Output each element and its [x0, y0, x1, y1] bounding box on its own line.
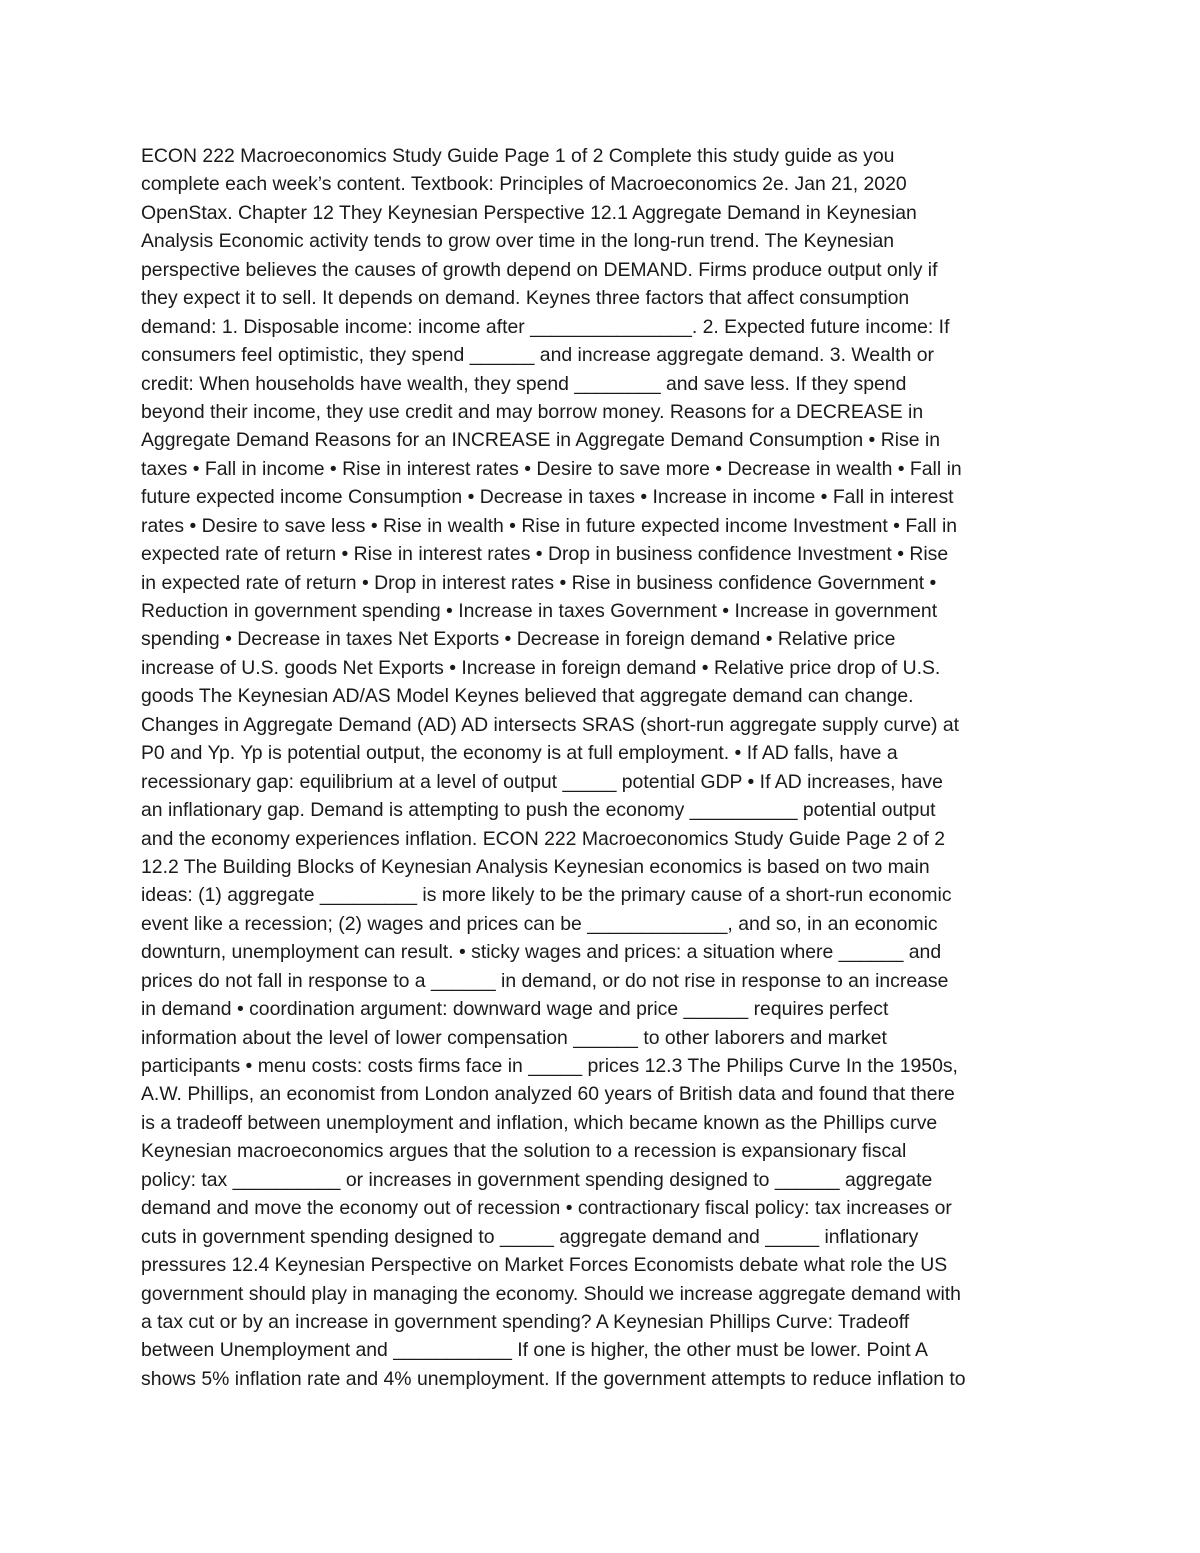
- text-line: recessionary gap: equilibrium at a level of output _____ potential GDP • If AD increases, have: [141, 770, 943, 793]
- text-line: information about the level of lower compensation ______ to other laborers and market: [141, 1026, 887, 1049]
- text-line: ECON 222 Macroeconomics Study Guide Page 1 of 2 Complete this study guide as you: [141, 145, 895, 167]
- text-line: demand and move the economy out of recession • contractionary fiscal policy: tax increases or: [141, 1197, 952, 1220]
- text-line: P0 and Yp. Yp is potential output, the economy is at full employment. • If AD falls, have a: [141, 742, 898, 765]
- text-line: credit: When households have wealth, they spend ________ and save less. If they spend: [141, 372, 907, 395]
- text-line: event like a recession; (2) wages and prices can be _____________, and so, in an economic: [141, 912, 938, 935]
- text-line: complete each week’s content. Textbook: Principles of Macroeconomics 2e. Jan 21, 2020: [141, 173, 907, 196]
- study-guide-text: [141, 142, 1071, 1393]
- text-line: in demand • coordination argument: downward wage and price ______ requires perfect: [141, 998, 889, 1021]
- text-line: beyond their income, they use credit and may borrow money. Reasons for a DECREASE in: [141, 400, 924, 423]
- text-line: shows 5% inflation rate and 4% unemployment. If the government attempts to reduce inflation to: [141, 1367, 966, 1390]
- text-line: Aggregate Demand Reasons for an INCREASE in Aggregate Demand Consumption • Rise in: [141, 429, 941, 452]
- text-line: they expect it to sell. It depends on demand. Keynes three factors that affect consumption: [141, 287, 910, 310]
- text-line: and the economy experiences inflation. ECON 222 Macroeconomics Study Guide Page 2 of 2: [141, 827, 946, 850]
- text-line: expected rate of return • Rise in interest rates • Drop in business confidence Investment • Rise: [141, 543, 949, 566]
- text-line: future expected income Consumption • Decrease in taxes • Increase in income • Fall in interest: [141, 486, 954, 509]
- text-line: pressures 12.4 Keynesian Perspective on Market Forces Economists debate what role the US: [141, 1254, 948, 1277]
- text-line: between Unemployment and ___________ If one is higher, the other must be lower. Point A: [141, 1339, 928, 1362]
- text-line: government should play in managing the economy. Should we increase aggregate demand with: [141, 1282, 961, 1305]
- text-line: A.W. Phillips, an economist from London analyzed 60 years of British data and found that there: [141, 1083, 955, 1106]
- text-line: consumers feel optimistic, they spend ______ and increase aggregate demand. 3. Wealth or: [141, 344, 934, 367]
- text-line: spending • Decrease in taxes Net Exports • Decrease in foreign demand • Relative price: [141, 628, 896, 651]
- text-line: perspective believes the causes of growth depend on DEMAND. Firms produce output only if: [141, 258, 938, 281]
- text-line: ideas: (1) aggregate _________ is more likely to be the primary cause of a short-run economic: [141, 884, 952, 907]
- text-line: Analysis Economic activity tends to grow over time in the long-run trend. The Keynesian: [141, 230, 895, 253]
- text-line: taxes • Fall in income • Rise in interest rates • Desire to save more • Decrease in wealth • Fall in: [141, 457, 962, 480]
- text-line: an inflationary gap. Demand is attempting to push the economy __________ potential output: [141, 799, 936, 822]
- text-line: demand: 1. Disposable income: income after _______________. 2. Expected future income: If: [141, 315, 950, 338]
- text-line: Reduction in government spending • Increase in taxes Government • Increase in government: [141, 600, 938, 622]
- text-line: rates • Desire to save less • Rise in wealth • Rise in future expected income Investment • Fall in: [141, 514, 958, 537]
- text-line: increase of U.S. goods Net Exports • Increase in foreign demand • Relative price drop of U.S.: [141, 656, 941, 679]
- text-line: 12.2 The Building Blocks of Keynesian Analysis Keynesian economics is based on two main: [141, 855, 930, 878]
- text-line: a tax cut or by an increase in government spending? A Keynesian Phillips Curve: Tradeoff: [141, 1310, 910, 1333]
- text-line: in expected rate of return • Drop in interest rates • Rise in business confidence Government •: [141, 571, 937, 594]
- text-line: Changes in Aggregate Demand (AD) AD intersects SRAS (short-run aggregate supply curve) at: [141, 713, 960, 736]
- text-line: participants • menu costs: costs firms face in _____ prices 12.3 The Philips Curve In the 1950s,: [141, 1055, 958, 1077]
- text-line: Keynesian macroeconomics argues that the solution to a recession is expansionary fiscal: [141, 1140, 907, 1163]
- text-line: policy: tax __________ or increases in government spending designed to ______ aggregate: [141, 1168, 933, 1191]
- text-line: is a tradeoff between unemployment and inflation, which became known as the Phillips curve: [141, 1111, 938, 1134]
- text-line: prices do not fall in response to a ______ in demand, or do not rise in response to an increase: [141, 969, 949, 992]
- text-line: cuts in government spending designed to _____ aggregate demand and _____ inflationary: [141, 1225, 919, 1248]
- text-line: downturn, unemployment can result. • sticky wages and prices: a situation where ______ and: [141, 941, 942, 964]
- text-line: goods The Keynesian AD/AS Model Keynes believed that aggregate demand can change.: [141, 685, 914, 708]
- text-line: OpenStax. Chapter 12 They Keynesian Perspective 12.1 Aggregate Demand in Keynesian: [141, 201, 917, 224]
